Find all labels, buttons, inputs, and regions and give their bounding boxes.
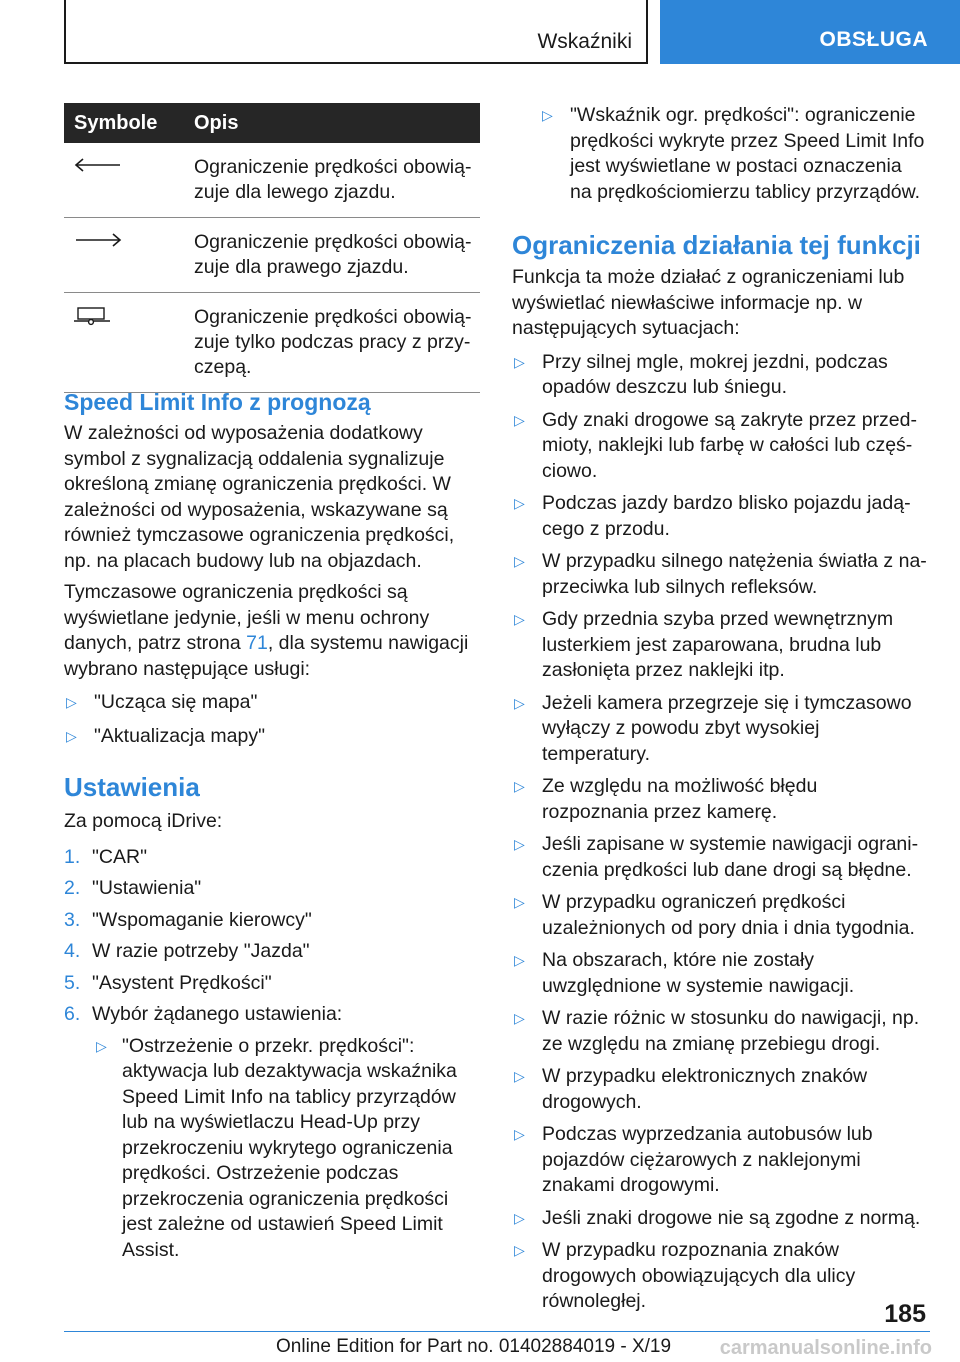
step-item: 5. "Asystent Prędkości" bbox=[64, 971, 272, 994]
forecast-paragraph: W zależności od wyposażenia dodatkowy symbol z sygnalizacją oddalenia sygnalizuje określoną zmianę ograniczenia prędkości. W zależności od wyposażenia, wskazywane są również tymczasowe ograniczenia prędkości, np. na placach budowy lub na objazdach. bbox=[64, 422, 455, 572]
table-header-description: Opis bbox=[194, 103, 480, 143]
bullet-icon: ▷ bbox=[514, 553, 525, 569]
symbols-table bbox=[64, 103, 480, 393]
table-header-symbols: Symbole bbox=[64, 103, 194, 143]
table-row bbox=[64, 293, 480, 393]
step-item: 1. "CAR" bbox=[64, 845, 148, 868]
edition-note: Online Edition for Part no. 01402884019 - X/19 bbox=[276, 1336, 672, 1357]
bullet-icon: ▷ bbox=[514, 611, 525, 627]
chapter-tab bbox=[660, 0, 960, 64]
bullet-icon: ▷ bbox=[514, 952, 525, 968]
list-item: ▷ Podczas wyprzedzania autobusów lub pojazdów ciężarowych z naklejonymi znakami drogowymi. bbox=[514, 1123, 873, 1196]
forecast-heading: Speed Limit Info z prognozą bbox=[64, 389, 371, 415]
bullet-icon: ▷ bbox=[514, 778, 525, 794]
arrow-left-icon bbox=[72, 155, 124, 175]
bullet-icon: ▷ bbox=[514, 694, 525, 711]
forecast-paragraph-2: Tymczasowe ograniczenia prędkości są wyświetlane jedynie, jeśli w menu ochrony danych, patrz strona 71, dla systemu nawigacji wybrano następujące usługi: bbox=[64, 581, 469, 680]
section-title: Wskaźniki bbox=[537, 30, 632, 53]
list-item: ▷ "Aktualizacja mapy" bbox=[64, 724, 480, 750]
bullet-icon: ▷ bbox=[514, 411, 525, 428]
list-item: ▷ Gdy przednia szyba przed wewnętrznym lusterkiem jest zaparowana, brudna lub zasłonięta przez naklejki itp. bbox=[514, 608, 894, 681]
step-item: 6. Wybór żądanego ustawienia: bbox=[64, 1003, 343, 1025]
bullet-icon: ▷ bbox=[66, 694, 77, 710]
bullet-icon: ▷ bbox=[514, 353, 525, 370]
bullet-icon: ▷ bbox=[514, 1126, 525, 1142]
chapter-title: OBSŁUGA bbox=[819, 28, 928, 51]
forecast-section bbox=[64, 388, 480, 1263]
list-item: ▷ W razie różnic w stosunku do nawigacji, np. ze względu na zmianę przebiegu drogi. bbox=[514, 1007, 920, 1055]
bullet-icon: ▷ bbox=[514, 1242, 525, 1258]
table-row bbox=[64, 218, 480, 293]
step-item: 4. W razie potrzeby "Jazda" bbox=[64, 940, 310, 962]
trailer-icon bbox=[72, 305, 112, 327]
table-cell-description: Ograniczenie prędkości obowiązuje tylko podczas pracy z przyczepą. bbox=[194, 293, 480, 393]
list-item: ▷ Podczas jazdy bardzo blisko pojazdu jadącego z przodu. bbox=[514, 492, 911, 540]
table-row bbox=[64, 143, 480, 218]
list-item: ▷ W przypadku elektronicznych znaków drogowych. bbox=[514, 1065, 868, 1113]
list-item: ▷ "Wskaźnik ogr. prędkości": ograniczenie prędkości wykryte przez Speed Limit Info jest wyświetlane w postaci oznaczenia na prędkościomierzu tablicy przyrządów. bbox=[542, 104, 925, 203]
list-item: ▷ Jeśli znaki drogowe nie są zgodne z normą. bbox=[512, 1206, 927, 1232]
list-item: ▷ "Ucząca się mapa" bbox=[64, 690, 480, 716]
bullet-icon: ▷ bbox=[66, 727, 77, 744]
bullet-icon: ▷ bbox=[514, 894, 525, 910]
list-item: ▷ W przypadku ograniczeń prędkości uzależnionych od pory dnia i dnia tygodnia. bbox=[514, 891, 915, 939]
list-item: ▷ Ze względu na możliwość błędu rozpoznania przez kamerę. bbox=[514, 775, 818, 823]
list-item: ▷ Na obszarach, które nie zostały uwzględnione w systemie nawigacji. bbox=[514, 949, 855, 997]
table-cell-description: Ograniczenie prędkości obowiązuje dla prawego zjazdu. bbox=[194, 218, 480, 293]
bullet-icon: ▷ bbox=[514, 1209, 525, 1226]
list-item: ▷ W przypadku rozpoznania znaków drogowych obowiązujących dla ulicy równoległej. bbox=[514, 1239, 856, 1312]
page-number: 185 bbox=[884, 1300, 926, 1328]
bullet-icon: ▷ bbox=[542, 107, 553, 123]
bullet-icon: ▷ bbox=[514, 836, 525, 852]
settings-intro: Za pomocą iDrive: bbox=[64, 810, 223, 832]
bullet-icon: ▷ bbox=[96, 1037, 107, 1054]
list-item: ▷ Gdy znaki drogowe są zakryte przez przedmioty, naklejki lub farbę w całości lub częściowo. bbox=[514, 408, 918, 482]
header-frame bbox=[64, 0, 648, 64]
step-item: 3. "Wspomaganie kierowcy" bbox=[64, 908, 312, 931]
limits-intro: Funkcja ta może działać z ograniczeniami lub wyświetlać niewłaściwe informacje np. w następujących sytuacjach: bbox=[512, 266, 905, 339]
limits-heading: Ograniczenia działania tej funkcji bbox=[512, 230, 921, 260]
page-link[interactable]: 71 bbox=[246, 632, 268, 654]
watermark: carmanualsonline.info bbox=[719, 1337, 932, 1359]
list-item: ▷ Przy silnej mgle, mokrej jezdni, podczas opadów deszczu lub śniegu. bbox=[514, 350, 888, 398]
list-item: ▷ "Ostrzeżenie o przekr. prędkości": aktywacja lub dezaktywacja wskaźnika Speed Limit Info na tablicy przyrządów lub na wyświetlaczu Head-Up przy przekroczeniu wykrytego ograniczenia prędkości. Ostrzeżenie podczas przekroczenia ograniczenia prędkości jest zależne od ustawień Speed Limit Assist. bbox=[96, 1034, 457, 1261]
bullet-icon: ▷ bbox=[514, 1010, 525, 1026]
right-column bbox=[512, 103, 927, 1322]
list-item: ▷ W przypadku silnego natężenia światła z naprzeciwka lub silnych refleksów. bbox=[514, 550, 927, 598]
settings-heading: Ustawienia bbox=[64, 772, 200, 802]
list-item: ▷ Jeżeli kamera przegrzeje się i tymczasowo wyłączy z powodu zbyt wysokiej temperatury. bbox=[514, 691, 912, 765]
list-item: ▷ Jeśli zapisane w systemie nawigacji ograniczenia prędkości lub dane drogi są błędne. bbox=[514, 833, 919, 881]
step-item: 2. "Ustawienia" bbox=[64, 877, 202, 899]
table-cell-description: Ograniczenie prędkości obowiązuje dla lewego zjazdu. bbox=[194, 143, 480, 218]
bullet-icon: ▷ bbox=[514, 495, 525, 511]
arrow-right-icon bbox=[72, 230, 124, 250]
footer-divider bbox=[64, 1331, 930, 1332]
bullet-icon: ▷ bbox=[514, 1068, 525, 1084]
